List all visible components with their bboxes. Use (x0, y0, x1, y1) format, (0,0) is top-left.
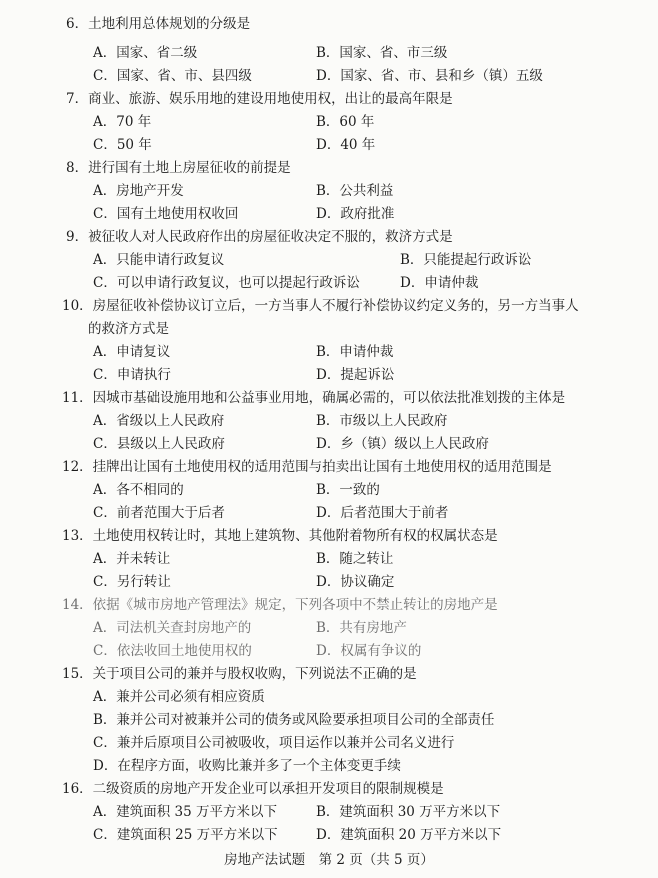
option-a: A．房地产开发 (93, 183, 184, 199)
option-c: C．兼并后原项目公司被吸收，项目运作以兼并公司名义进行 (93, 735, 455, 751)
option-c: C．依法收回土地使用权的 (93, 643, 252, 659)
question-stem: 6．土地利用总体规划的分级是 (66, 16, 251, 32)
question-stem: 8．进行国有土地上房屋征收的前提是 (66, 160, 291, 176)
option-b: B．公共利益 (316, 183, 394, 199)
option-a: A．司法机关查封房地产的 (93, 620, 252, 636)
option-c: C．县级以上人民政府 (93, 436, 225, 452)
option-d: D．国家、省、市、县和乡（镇）五级 (316, 68, 543, 84)
option-a: A．70 年 (93, 114, 152, 130)
option-a: A．省级以上人民政府 (93, 413, 225, 429)
option-b: B．只能提起行政诉讼 (400, 252, 532, 268)
option-d: D．40 年 (316, 137, 376, 153)
option-d: D．提起诉讼 (316, 367, 395, 383)
question-stem: 7．商业、旅游、娱乐用地的建设用地使用权，出让的最高年限是 (66, 91, 453, 107)
option-c: C．另行转让 (93, 574, 171, 590)
page-footer: 房地产法试题 第 2 页（共 5 页） (224, 852, 434, 868)
question-stem: 14．依据《城市房地产管理法》规定，下列各项中不禁止转让的房地产是 (62, 597, 498, 613)
option-a: A．各不相同的 (93, 482, 184, 498)
option-b: B．建筑面积 30 万平方米以下 (316, 804, 501, 820)
option-d: D．协议确定 (316, 574, 395, 590)
option-b: B．共有房地产 (316, 620, 407, 636)
question-stem-continued: 的救济方式是 (88, 321, 169, 337)
question-stem: 10．房屋征收补偿协议订立后，一方当事人不履行补偿协议约定义务的，另一方当事人 (62, 298, 579, 314)
option-c: C．可以申请行政复议，也可以提起行政诉讼 (93, 275, 360, 291)
option-d: D．后者范围大于前者 (316, 505, 449, 521)
option-a: A．建筑面积 35 万平方米以下 (93, 804, 278, 820)
question-stem: 16．二级资质的房地产开发企业可以承担开发项目的限制规模是 (62, 781, 444, 797)
option-c: C．国有土地使用权收回 (93, 206, 239, 222)
option-b: B．随之转让 (316, 551, 394, 567)
option-d: D．乡（镇）级以上人民政府 (316, 436, 489, 452)
question-stem: 13．土地使用权转让时，其地上建筑物、其他附着物所有权的权属状态是 (62, 528, 498, 544)
option-c: C．申请执行 (93, 367, 171, 383)
option-d: D．申请仲裁 (400, 275, 479, 291)
option-c: C．前者范围大于后者 (93, 505, 225, 521)
option-b: B．一致的 (316, 482, 380, 498)
option-a: A．只能申请行政复议 (93, 252, 225, 268)
option-c: C．国家、省、市、县四级 (93, 68, 252, 84)
option-b: B．市级以上人民政府 (316, 413, 448, 429)
question-stem: 12．挂牌出让国有土地使用权的适用范围与拍卖出让国有土地使用权的适用范围是 (62, 459, 552, 475)
option-b: B．60 年 (316, 114, 375, 130)
option-b: B．申请仲裁 (316, 344, 394, 360)
option-a: A．兼并公司必须有相应资质 (93, 689, 265, 705)
option-a: A．国家、省二级 (93, 45, 198, 61)
option-d: D．在程序方面，收购比兼并多了一个主体变更手续 (93, 758, 401, 774)
option-d: D．权属有争议的 (316, 643, 422, 659)
question-stem: 9．被征收人对人民政府作出的房屋征收决定不服的，救济方式是 (66, 229, 453, 245)
option-c: C．50 年 (93, 137, 152, 153)
option-a: A．并未转让 (93, 551, 171, 567)
option-c: C．建筑面积 25 万平方米以下 (93, 827, 278, 843)
option-a: A．申请复议 (93, 344, 171, 360)
option-b: B．兼并公司对被兼并公司的债务或风险要承担项目公司的全部责任 (93, 712, 495, 728)
option-d: D．建筑面积 20 万平方米以下 (316, 827, 502, 843)
question-stem: 11．因城市基础设施用地和公益事业用地，确属必需的，可以依法批准划拨的主体是 (62, 390, 566, 406)
option-b: B．国家、省、市三级 (316, 45, 448, 61)
option-d: D．政府批准 (316, 206, 395, 222)
question-stem: 15．关于项目公司的兼并与股权收购，下列说法不正确的是 (62, 666, 417, 682)
